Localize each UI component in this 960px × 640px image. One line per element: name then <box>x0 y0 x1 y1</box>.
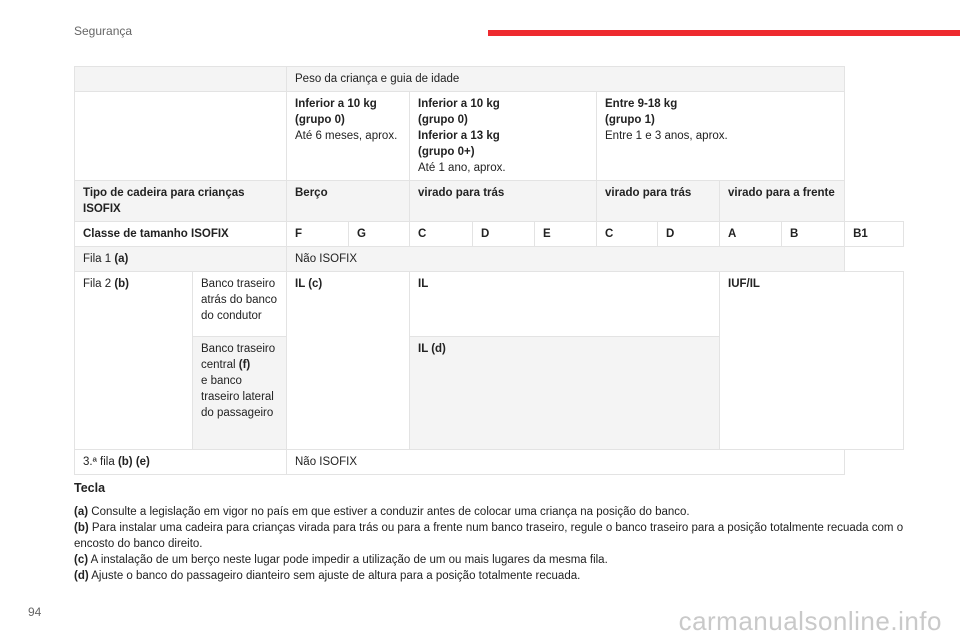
table-cell-empty <box>75 67 287 92</box>
row-label-fila-1: Fila 1 (a) <box>75 247 287 272</box>
table-row-size-class <box>75 222 904 247</box>
seat-center-passenger: Banco traseiro central (f) e banco traseiro lateral do passageiro <box>193 337 287 450</box>
table-row-fila-3 <box>75 450 904 475</box>
table-row-weight-header <box>75 67 904 92</box>
page-number: 94 <box>28 605 42 619</box>
group-1-cell: Entre 9-18 kg (grupo 1) Entre 1 e 3 anos, aprox. <box>597 92 845 181</box>
seat-type-forward-facing: virado para a frente <box>720 181 845 222</box>
legend-item: (a) Consulte a legislação em vigor no país em que estiver a conduzir antes de colocar uma criança na posição do banco. <box>74 506 690 518</box>
size-class-cell: C <box>597 222 658 247</box>
size-class-cell: C <box>410 222 473 247</box>
legend-title: Tecla <box>74 481 106 495</box>
size-class-cell: G <box>349 222 410 247</box>
fila-3-value: Não ISOFIX <box>287 450 845 475</box>
table-row-fila-1 <box>75 247 904 272</box>
size-class-cell: F <box>287 222 349 247</box>
group-0plus-cell: Inferior a 10 kg (grupo 0) Inferior a 13 kg (grupo 0+) Até 1 ano, aprox. <box>410 92 597 181</box>
row-label-fila-3: 3.ª fila (b) (e) <box>75 450 287 475</box>
row-label-fila-2: Fila 2 (b) <box>75 272 193 450</box>
watermark: carmanualsonline.info <box>678 606 942 636</box>
seat-type-rear-facing: virado para trás <box>410 181 597 222</box>
legend-item: (c) A instalação de um berço neste lugar pode impedir a utilização de um ou mais lugares da mesma fila. <box>74 554 608 566</box>
size-class-cell: D <box>473 222 535 247</box>
table-row-fila-2a <box>75 272 904 337</box>
seat-driver-side: Banco traseiro atrás do banco do condutor <box>193 272 287 337</box>
size-class-cell: A <box>720 222 782 247</box>
isofix-table <box>74 66 904 475</box>
group-0-cell: Inferior a 10 kg (grupo 0) Até 6 meses, aprox. <box>287 92 410 181</box>
seat-type-carrycot: Berço <box>287 181 410 222</box>
fila-1-value: Não ISOFIX <box>287 247 845 272</box>
table-row-groups <box>75 92 904 181</box>
legend-item: (b) Para instalar uma cadeira para crianças virada para trás ou para a frente num banco traseiro, regule o banco traseiro para a posição totalmente recuada com o encosto do banco direito. <box>74 522 904 550</box>
header-accent-bar <box>488 30 960 36</box>
rear-facing-value: IL <box>410 272 720 337</box>
legend-item: (d) Ajuste o banco do passageiro dianteiro sem ajuste de altura para a posição totalmente recuada. <box>74 570 581 582</box>
weight-header: Peso da criança e guia de idade <box>287 67 845 92</box>
seat-type-rear-facing: virado para trás <box>597 181 720 222</box>
size-class-cell: E <box>535 222 597 247</box>
rear-facing-value-d: IL (d) <box>410 337 720 450</box>
table-row-seat-type <box>75 181 904 222</box>
seat-type-label: Tipo de cadeira para crianças ISOFIX <box>75 181 287 222</box>
size-class-label: Classe de tamanho ISOFIX <box>75 222 287 247</box>
carrycot-value: IL (c) <box>287 272 410 450</box>
size-class-cell: B <box>782 222 845 247</box>
table-cell-empty <box>75 92 287 181</box>
size-class-cell: B1 <box>845 222 904 247</box>
forward-facing-value: IUF/IL <box>720 272 904 450</box>
size-class-cell: D <box>658 222 720 247</box>
legend <box>74 480 904 584</box>
section-title: Segurança <box>74 24 133 38</box>
